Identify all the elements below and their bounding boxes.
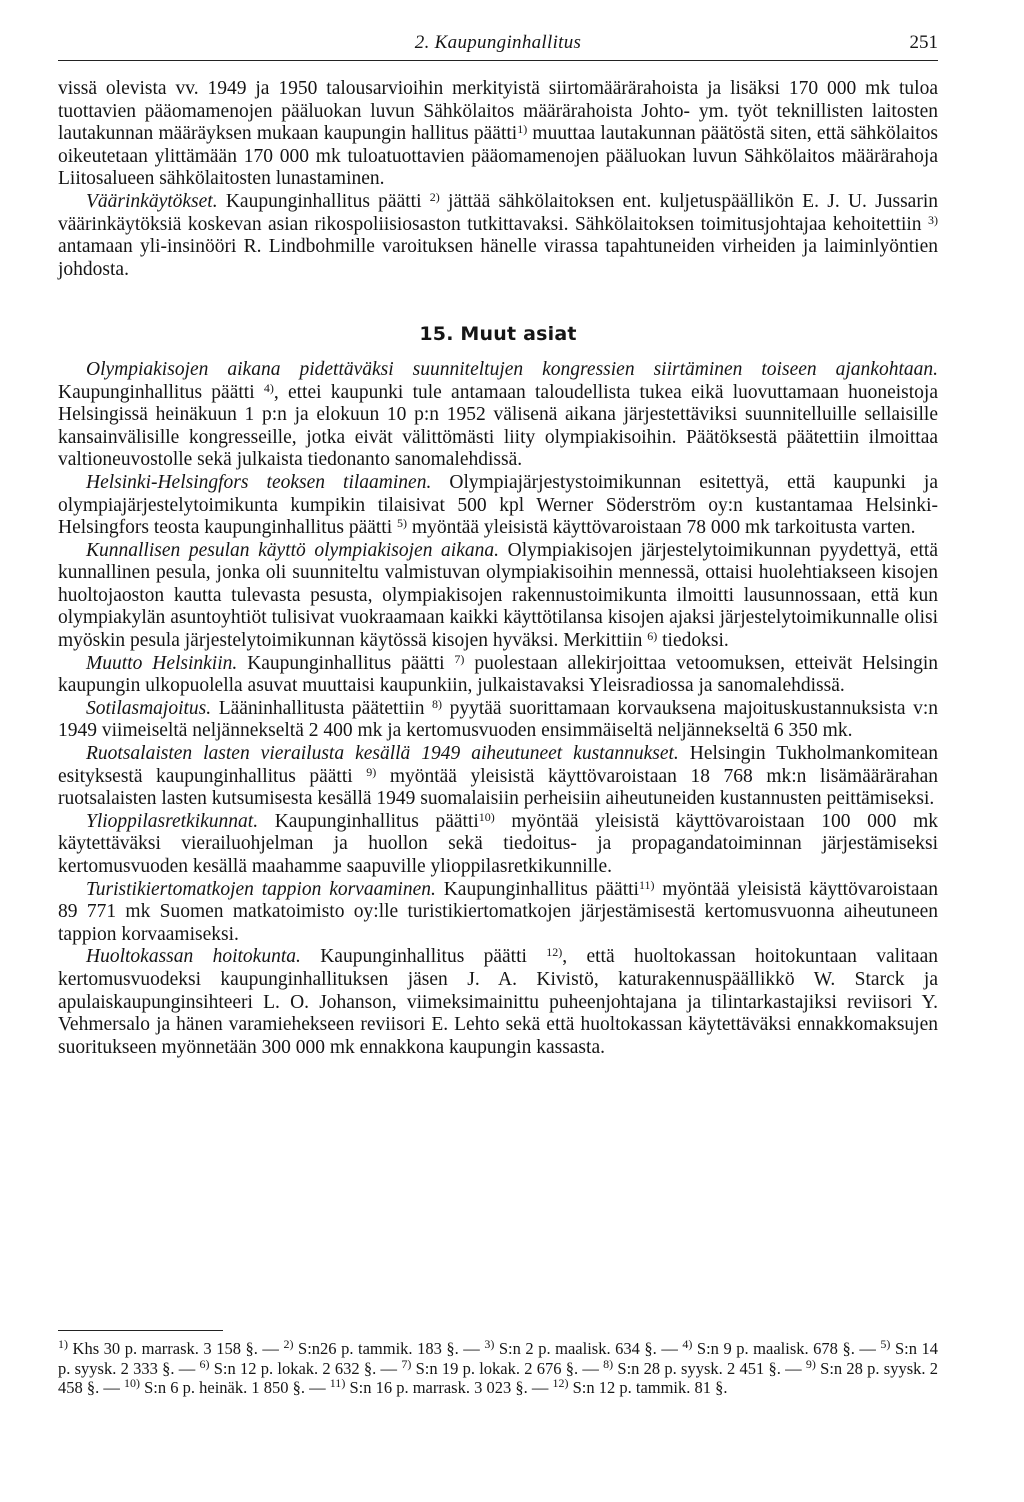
footnote-ref: 10) (478, 809, 495, 824)
footnote-text (58, 1339, 938, 1398)
header-rule (58, 60, 938, 61)
item-text: Kaupunginhallitus päätti (58, 381, 264, 403)
footnote-ref-number: 10 (478, 809, 491, 824)
running-head (58, 32, 938, 62)
footnote-citation: S:n 28 p. syysk. 2 458 §. — (58, 1358, 939, 1397)
footnote-ref: 2) (429, 189, 440, 204)
footnote-ref: 1) (517, 122, 528, 137)
item-text: Helsingin Tukholmankomitean esityksestä kaupunginhallitus päätti (58, 743, 938, 787)
footnote-mark: 11) (329, 1376, 346, 1390)
item-text: myöntää yleisistä käyttövaroistaan 78 000 mk tarkoitusta varten. (407, 517, 916, 539)
item-text: , että huoltokassan hoitokuntaan valitaan kertomusvuodeksi kaupunginhallituksen jäsen J. A. Kivistö, katurakennuspäällikkö W. Starck ja apulaiskaupunginsihteeri L. O. Johanson, viimeksimainittu puheenjohtajana ja tilintarkastajiksi reviisori Y. Vehmersalo ja hänen varamiehekseen reviisori E. Lehto sekä että huoltokassan käytettäväksi ennakkomaksujen suoritukseen myönnetään 300 000 mk ennakkona kaupungin kassasta. (58, 946, 938, 1058)
item-text: Olympiakisojen järjestelytoimikunnan pyydettyä, että kunnallinen pesula, jonka oli suunniteltu valmistuvan olympiakisoihin mennessä, ottaisi huolehtiakseen kisojen huoltojaoston kautta tulevasta pesusta, olympiakisojen rakennustoimikunta ilmoitti lausunnossaan, että kun olympiakylän asuntoyhtiöt tulisivat vuokraamaan kaikki käyttötilansa kisojen ajaksi järjestelytoimikunnalle olisi myöskin pesula järjestelytoimikunnan käytössä kisojen hyväksi. Merkittiin (58, 539, 938, 652)
body-text (58, 78, 938, 1059)
footnote-mark-number: 2 (283, 1337, 290, 1351)
paragraph-text: Kaupunginhallitus päätti (217, 190, 430, 212)
list-item (58, 653, 938, 698)
paragraph-text: jättää sähkölaitoksen ent. kuljetuspäällikön E. J. U. Jussarin väärinkäytöksiä koskevan asian rikospoliisiosaston tutkittavaksi. Sähkölaitoksen toimitusjohtajaa kehoitettiin (58, 190, 938, 235)
item-lead: Olympiakisojen aikana pidettäväksi suunniteltujen kongressien siirtäminen toiseen ajankohtaan. (86, 358, 938, 380)
footnote-mark-number: 6 (199, 1356, 206, 1371)
list-item (58, 359, 938, 472)
list-item (58, 698, 938, 743)
footnote-citation: S:n 6 p. heinäk. 1 850 §. — (140, 1378, 330, 1397)
footnote-ref: 7) (454, 651, 465, 666)
footnote-ref-number: 12 (546, 945, 559, 960)
footnote-ref: 6) (647, 629, 658, 644)
footnote-mark-number: 7 (401, 1356, 408, 1371)
item-text: Kaupunginhallitus päätti (258, 810, 479, 832)
footnote-citation: S:n 9 p. maalisk. 678 §. — (692, 1339, 881, 1358)
footnote-mark-number: 10 (124, 1376, 136, 1390)
list-item (58, 540, 938, 653)
item-lead: Turistikiertomatkojen tappion korvaaminen. (86, 878, 436, 900)
paragraph-lead: Väärinkäytökset. (86, 190, 218, 212)
footnote-mark: 10) (124, 1376, 140, 1390)
footnote-citation: S:n 12 p. tammik. 81 §. (568, 1378, 728, 1397)
footnote-ref: 9) (366, 764, 377, 779)
footnote-mark: 2) (283, 1337, 294, 1351)
footnote-ref-number: 11 (638, 877, 651, 892)
paragraph (58, 78, 938, 191)
footnote-ref: 4) (263, 380, 274, 395)
footnote-citation: S:n 19 p. lokak. 2 676 §. — (411, 1358, 604, 1378)
item-lead: Ylioppilasretkikunnat. (86, 810, 259, 832)
list-item (58, 879, 938, 947)
footnote-mark-number: 1 (58, 1337, 64, 1351)
footnote-ref-number: 3 (928, 212, 934, 227)
item-text: puolestaan allekirjoittaa vetoomuksen, etteivät Helsingin kaupungin ulkopuolella asuvat muuttaisi kaupunkiin, julkaistavaksi Yleisradiossa ja sanomalehdissä. (58, 652, 938, 697)
item-text: Kaupunginhallitus päätti (435, 878, 639, 900)
item-lead: Sotilasmajoitus. (86, 697, 212, 719)
footnote-citation: S:n 16 p. marrask. 3 023 §. — (345, 1378, 553, 1397)
running-head-title: 2. Kaupunginhallitus (414, 32, 582, 53)
item-lead: Ruotsalaisten lasten vierailusta kesällä 1949 aiheutuneet kustannukset. (86, 743, 679, 765)
footnote-ref-number: 8 (432, 696, 439, 711)
footnote-citation: S:n 12 p. lokak. 2 632 §. — (209, 1358, 402, 1378)
footnote-ref: 8) (432, 696, 443, 711)
footnote-ref: 12) (546, 945, 563, 960)
section-heading: 15. Muut asiat (419, 323, 577, 346)
footnote-mark-number: 3 (484, 1337, 491, 1351)
footnote-ref-number: 9 (366, 764, 373, 779)
footnote-citation: S:n 2 p. maalisk. 634 §. — (494, 1339, 683, 1358)
footnote-mark-number: 4 (682, 1337, 689, 1351)
paragraph-text: vissä olevista vv. 1949 ja 1950 talousarvioihin merkityistä siirtomäärärahoista ja lisäksi 170 000 mk tuloa tuottavien pääomamenojen pääluokan luvun Sähkölaitos määrärahoista Johto- ym. työt teknillisten laitosten lautakunnan määräyksen mukaan kaupungin hallitus päätti (58, 78, 938, 145)
footnote-ref-number: 2 (429, 189, 436, 204)
footnote-citation: S:n 14 p. syysk. 2 333 §. — (58, 1339, 939, 1378)
footnote-citation: Khs 30 p. marrask. 3 158 §. — (68, 1339, 284, 1358)
item-lead: Helsinki-Helsingfors teoksen tilaaminen. (86, 471, 432, 493)
item-text: myöntää yleisistä käyttövaroistaan 100 000 mk käytettäväksi vierailuohjelman ja huollon sekä tiedoitus- ja propagandatoiminnan järjestämiseksi kertomusvuoden kesällä maahamme saapuville ylioppilasretkikunnille. (58, 810, 938, 877)
list-item (58, 472, 938, 540)
footnote-citation: S:n26 p. tammik. 183 §. — (293, 1339, 485, 1358)
footnote-mark-number: 11 (329, 1376, 342, 1390)
footnote-mark: 1) (58, 1337, 68, 1351)
item-text: Kaupunginhallitus päätti (300, 946, 547, 968)
paragraph-text: antamaan yli-insinööri R. Lindbohmille varoituksen hänelle virassa tapahtuneiden virheiden ja laiminlyöntien johdosta. (58, 236, 938, 280)
page-number: 251 (909, 32, 938, 53)
footnote-mark: 7) (401, 1356, 412, 1371)
item-lead: Muutto Helsinkiin. (86, 652, 238, 674)
footnote-mark-number: 8 (603, 1356, 610, 1371)
footnote-citation: S:n 28 p. syysk. 2 451 §. — (613, 1358, 806, 1378)
footnotes (58, 1330, 938, 1398)
item-text: Lääninhallitusta päätettiin (211, 697, 433, 719)
footnote-ref: 11) (638, 877, 655, 892)
footnote-ref: 5) (397, 516, 408, 531)
footnote-mark-number: 12 (552, 1376, 565, 1390)
footnote-ref-number: 7 (454, 651, 461, 666)
item-lead: Huoltokassan hoitokunta. (86, 946, 301, 968)
paragraph-text: muuttaa lautakunnan päätöstä siten, että sähkölaitos oikeutetaan ylittämään 170 000 mk tuloatuottavien pääomamenojen pääluokan luvun Sähkölaitos määrärahoja Liitosalueen sähkölaitosten lunastaminen. (58, 123, 938, 190)
footnote-mark: 9) (805, 1356, 816, 1371)
footnote-mark: 6) (199, 1356, 210, 1371)
footnote-ref-number: 4 (263, 380, 270, 395)
list-item (58, 811, 938, 879)
footnote-ref-number: 6 (647, 629, 654, 644)
footnote-ref-number: 1 (517, 122, 524, 137)
list-item (58, 743, 938, 811)
item-text: tiedoksi. (657, 630, 729, 652)
footnote-mark: 8) (603, 1356, 614, 1371)
item-text: pyytää suorittamaan korvauksena majoituskustannuksista v:n 1949 viimeiseltä neljännekseltä 2 400 mk ja kertomusvuoden ensimmäiseltä neljännekseltä 6 350 mk. (58, 697, 938, 742)
footnote-ref: 3) (928, 212, 938, 227)
footnote-ref-number: 5 (397, 516, 404, 531)
item-text: myöntää yleisistä käyttövaroistaan 89 771 mk Suomen matkatoimisto oy:lle turistikiertomatkojen järjestämisestä kertomusvuonna aiheutuneen tappion korvaamiseksi. (58, 878, 938, 945)
list-item (58, 946, 938, 1059)
footnote-mark: 5) (880, 1337, 891, 1351)
footnote-mark: 4) (682, 1337, 693, 1351)
footnote-mark: 12) (552, 1376, 569, 1390)
item-text: Kaupunginhallitus päätti (237, 652, 455, 674)
item-text: Olympiajärjestystoimikunnan esitettyä, että kaupunki ja olympiajärjestelytoimikunta kumpikin tilaisivat 500 kpl Werner Söderström oy:n kustantamaa Helsinki-Helsingfors teosta kaupunginhallitus päätti (58, 471, 938, 539)
item-list (58, 359, 938, 1059)
footnote-mark-number: 5 (880, 1337, 887, 1351)
footnote-mark: 3) (484, 1337, 495, 1351)
item-lead: Kunnallisen pesulan käyttö olympiakisojen aikana. (86, 539, 500, 561)
footnote-mark-number: 9 (805, 1356, 812, 1371)
item-text: myöntää yleisistä käyttövaroistaan 18 768 mk:n lisämäärärahan ruotsalaisten lasten kutsumisesta kesällä 1949 suomalaisiin perheisiin aiheutuneiden kustannusten peittämiseksi. (58, 765, 938, 810)
footnote-rule (58, 1330, 223, 1331)
item-text: , ettei kaupunki tule antamaan taloudellista tukea eikä luovuttamaan huoneistoja Helsingissä heinäkuun 1 p:n ja elokuun 10 p:n 1952 välisenä aikana järjestettäviksi suunnitelluille sellaisille kansainvälisille kongresseille, jotka eivät välittömästi liity olympiakisoihin. Päätöksestä päätettiin ilmoittaa valtioneuvostolle sekä julkaista tiedonanto sanomalehdissä. (58, 381, 938, 471)
paragraph (58, 191, 938, 281)
